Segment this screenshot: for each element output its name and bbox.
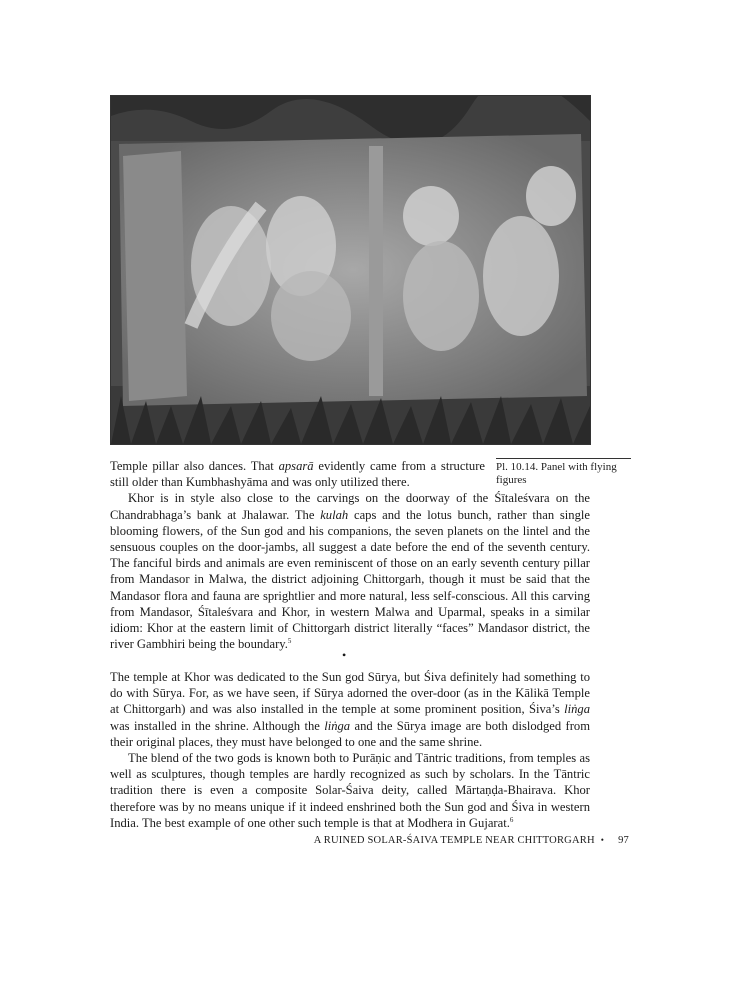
stone-panel-photo	[111, 96, 590, 444]
running-footer	[314, 835, 629, 846]
section-separator: •	[342, 648, 347, 662]
paragraph: The temple at Khor was dedicated to the Sun god Sūrya, but Śiva definitely had something to do with Sūrya. For, as we have seen, if Sūrya adorned the over-door (as in the Kālikā Temple at Chittorgarh) and was also installed in the temple at some prominent position, Śiva’s liṅga was installed in the shrine. Although the liṅga and the Sūrya image are both dislodged from their original places, they must have belonged to one and the same shrine.	[110, 670, 591, 749]
footnote-ref: 6	[509, 815, 514, 824]
paragraph: The blend of the two gods is known both to Purāṇic and Tāntric traditions, from temples as well as sculptures, though temples are hardly recognized as such by scholars. In the Tāntric tradition there is even a composite Solar-Śaiva deity, called Mārtaṇḍa-Bhairava. Khor therefore was by no means unique if it indeed enshrined both the Sun god and Śiva in western India. The best example of one other such temple is that at Modhera in Gujarat.$^6$	[110, 751, 590, 830]
running-head: A RUINED SOLAR-ŚAIVA TEMPLE NEAR CHITTORGARH	[313, 835, 595, 846]
body-text-block-1	[110, 458, 590, 652]
paragraph: Khor is in style also close to the carvings on the doorway of the Śītaleśvara on the Chandrabhaga’s bank at Jhalawar. The kulah caps and the lotus bunch, rather than single blooming flowers, of the Sun god and his companions, the seven planets on the lintel and the sensuous couples on the door-jambs, all suggest a date before the end of the seventh century. The fanciful birds and animals are even reminiscent of those on an early seventh century pillar from Mandasor in Malwa, the district adjoining Chittorgarh, though it must be said that the Mandasor flora and fauna are sprightlier and more natural, less self-conscious. All this carving from Mandasor, Śītaleśvara and Khor, in western Malwa and Uparmal, speaks in a similar idiom: Khor at the eastern limit of Chittorgarh district literally “faces” Mandasor district, the river Gambhiri being the boundary.$^5$	[110, 491, 590, 652]
footnote-ref: 5	[287, 637, 292, 646]
paragraph: Temple pillar also dances. That apsarā evidently came from a structure still older than Kumbhashyāma and was only utilized there.	[110, 459, 485, 490]
footer-dot: •	[600, 835, 605, 845]
body-text-block-2	[110, 669, 590, 831]
page-number: 97	[618, 835, 629, 846]
figure-caption: Pl. 10.14. Panel with flying figures	[496, 461, 617, 486]
plate-photo	[110, 95, 591, 445]
